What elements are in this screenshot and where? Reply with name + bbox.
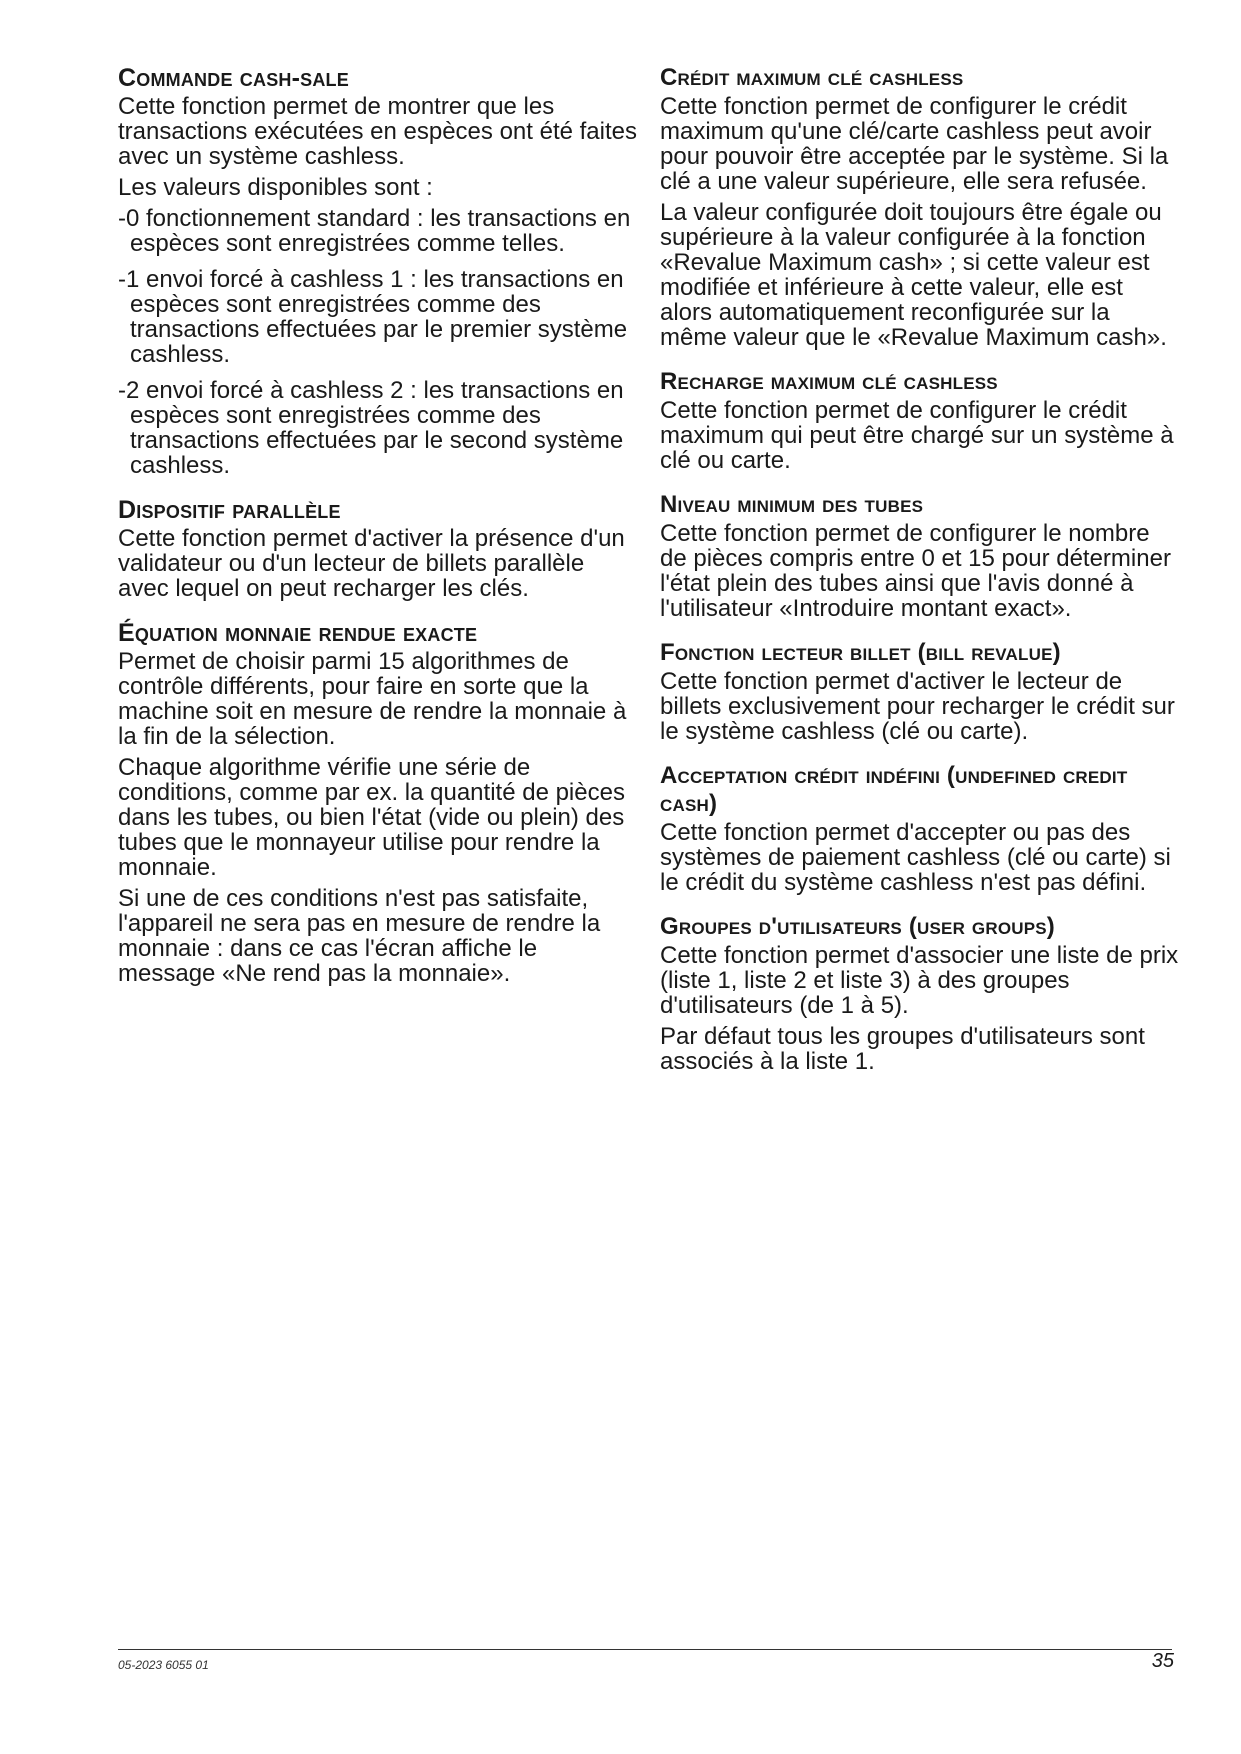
section-heading: Groupes d'utilisateurs (user groups) bbox=[660, 913, 1056, 940]
section-heading: Crédit maximum clé cashless bbox=[660, 64, 964, 91]
list-item: -1 envoi forcé à cashless 1 : les transactions en espèces sont enregistrées comme des transactions effectuées par le premier système cashless. bbox=[118, 266, 628, 368]
values-list bbox=[118, 206, 638, 478]
section-heading: Équation monnaie rendue exacte bbox=[118, 619, 478, 647]
left-column bbox=[118, 64, 638, 1004]
paragraph: Cette fonction permet de configurer le crédit maximum qui peut être chargé sur un système à clé ou carte. bbox=[660, 397, 1174, 474]
section-heading: Niveau minimum des tubes bbox=[660, 491, 924, 518]
paragraph: Cette fonction permet de montrer que les transactions exécutées en espèces ont été faites avec un système cashless. bbox=[118, 93, 637, 170]
paragraph: Les valeurs disponibles sont : bbox=[118, 174, 433, 201]
section-heading: Commande cash-sale bbox=[118, 64, 349, 92]
paragraph: Si une de ces conditions n'est pas satisfaite, l'appareil ne sera pas en mesure de rendre la monnaie : dans ce cas l'écran affiche le message «Ne rend pas la monnaie». bbox=[118, 885, 601, 987]
section-dispositif-parallele bbox=[118, 496, 638, 601]
section-heading: Acceptation crédit indéfini (undefined credit cash) bbox=[660, 762, 1128, 817]
section-lecteur-billet bbox=[660, 639, 1180, 744]
paragraph: Cette fonction permet de configurer le crédit maximum qu'une clé/carte cashless peut avoir pour pouvoir être acceptée par le système. Si la clé a une valeur supérieure, elle sera refusée. bbox=[660, 93, 1169, 195]
paragraph: Chaque algorithme vérifie une série de conditions, comme par ex. la quantité de pièces dans les tubes, ou bien l'état (vide ou plein) des tubes que le monnayeur utilise pour rendre la monnaie. bbox=[118, 754, 625, 881]
section-groupes-utilisateurs bbox=[660, 913, 1180, 1074]
section-equation-monnaie bbox=[118, 619, 638, 986]
page-number: 35 bbox=[1151, 1650, 1174, 1672]
paragraph: La valeur configurée doit toujours être égale ou supérieure à la valeur configurée à la fonction «Revalue Maximum cash» ; si cette valeur est modifiée et inférieure à cette valeur, elle est alors automatiquement reconfigurée sur la même valeur que le «Revalue Maximum cash». bbox=[660, 199, 1167, 351]
section-credit-maximum bbox=[660, 64, 1180, 350]
paragraph: Cette fonction permet d'activer le lecteur de billets exclusivement pour recharger le crédit sur le système cashless (clé ou carte). bbox=[660, 668, 1175, 745]
section-niveau-minimum-tubes bbox=[660, 491, 1180, 621]
paragraph: Cette fonction permet d'associer une liste de prix (liste 1, liste 2 et liste 3) à des groupes d'utilisateurs (de 1 à 5). bbox=[660, 942, 1179, 1019]
section-heading: Fonction lecteur billet (bill revalue) bbox=[660, 639, 1061, 666]
section-heading: Dispositif parallèle bbox=[118, 496, 341, 524]
section-heading: Recharge maximum clé cashless bbox=[660, 368, 998, 395]
right-column bbox=[660, 64, 1180, 1092]
footer-divider bbox=[118, 1649, 1172, 1650]
section-acceptation-credit bbox=[660, 762, 1180, 895]
section-recharge-maximum bbox=[660, 368, 1180, 473]
paragraph: Permet de choisir parmi 15 algorithmes de contrôle différents, pour faire en sorte que la machine soit en mesure de rendre la monnaie à la fin de la sélection. bbox=[118, 648, 627, 750]
paragraph: Par défaut tous les groupes d'utilisateurs sont associés à la liste 1. bbox=[660, 1023, 1145, 1075]
paragraph: Cette fonction permet d'activer la présence d'un validateur ou d'un lecteur de billets parallèle avec lequel on peut recharger les clés. bbox=[118, 525, 625, 602]
section-commande-cash-sale bbox=[118, 64, 638, 478]
list-item: -2 envoi forcé à cashless 2 : les transactions en espèces sont enregistrées comme des transactions effectuées par le second système cashless. bbox=[118, 377, 624, 479]
document-code: 05-2023 6055 01 bbox=[118, 1658, 209, 1672]
paragraph: Cette fonction permet d'accepter ou pas des systèmes de paiement cashless (clé ou carte) si le crédit du système cashless n'est pas défini. bbox=[660, 819, 1171, 896]
list-item: -0 fonctionnement standard : les transactions en espèces sont enregistrées comme telles. bbox=[118, 205, 631, 257]
paragraph: Cette fonction permet de configurer le nombre de pièces compris entre 0 et 15 pour déterminer l'état plein des tubes ainsi que l'avis donné à l'utilisateur «Introduire montant exact». bbox=[660, 520, 1171, 622]
